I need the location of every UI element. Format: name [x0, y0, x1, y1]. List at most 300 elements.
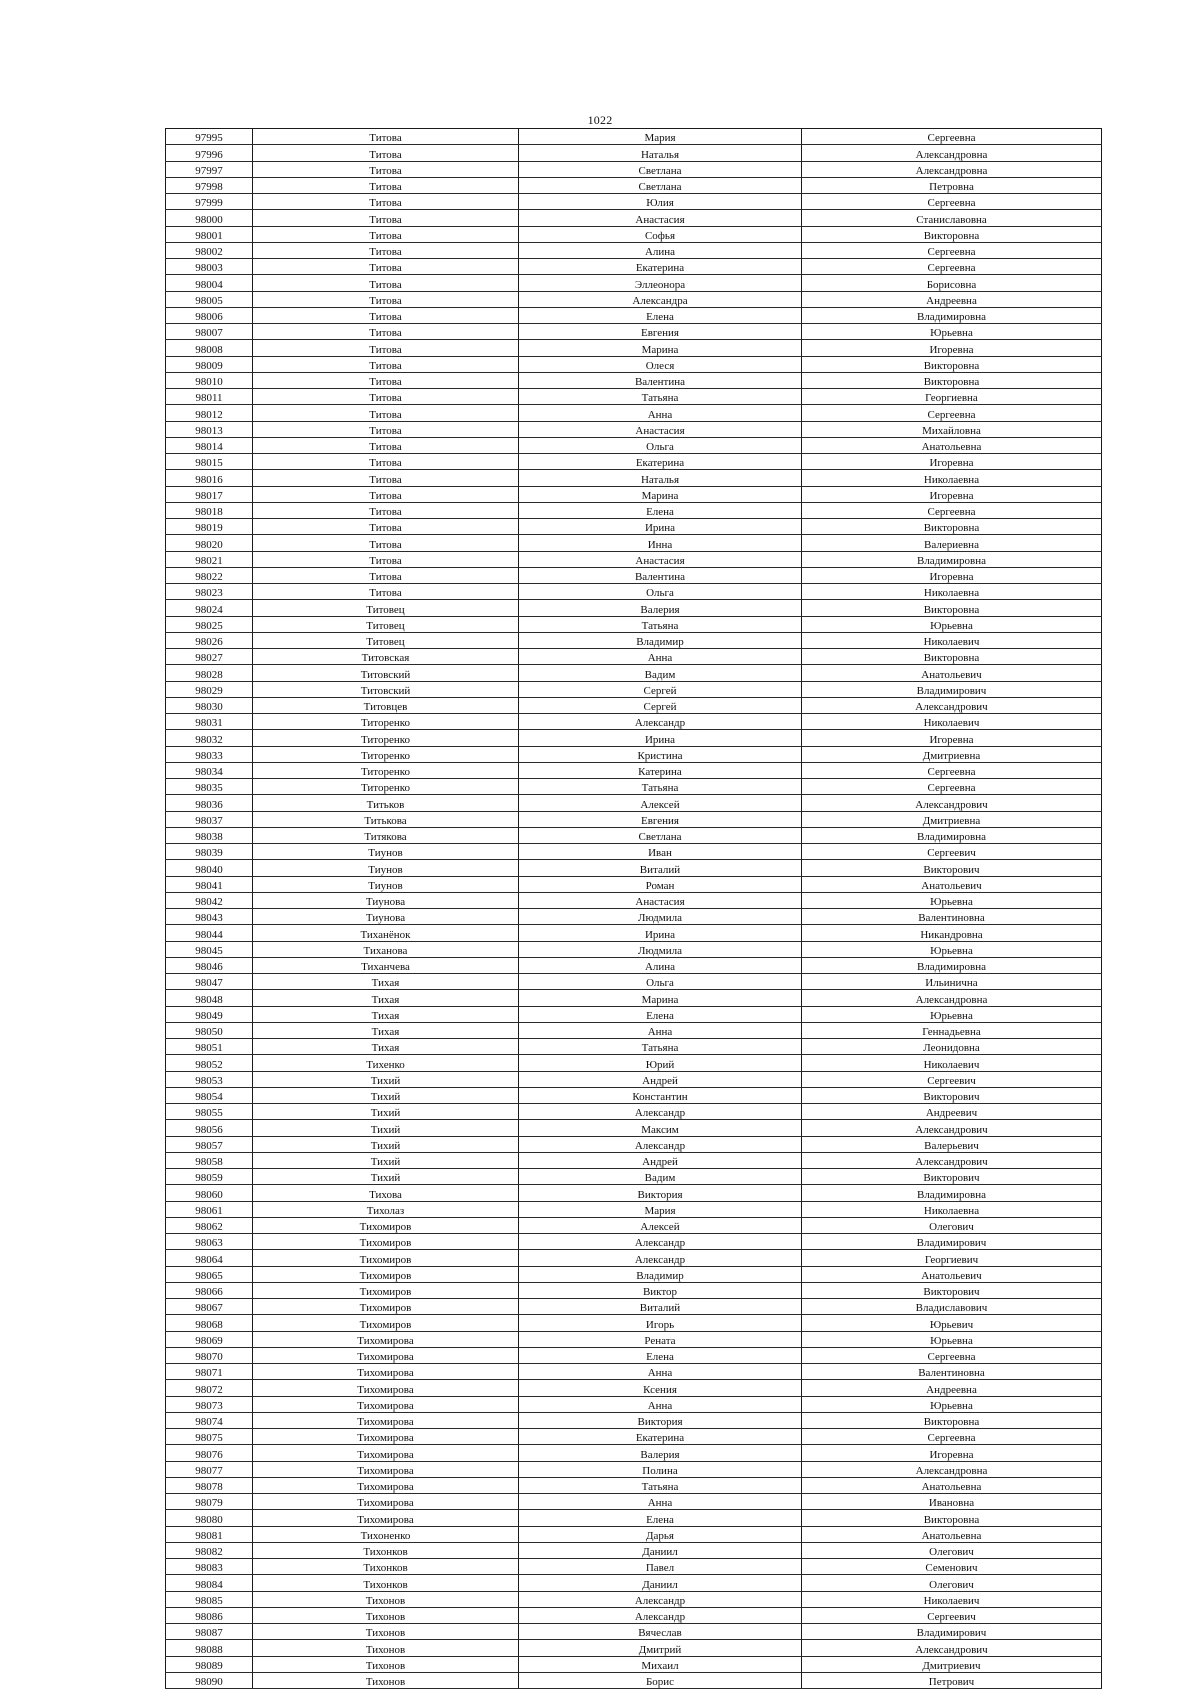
table-row: [166, 649, 1102, 665]
first-name-cell: Павел: [519, 1559, 802, 1575]
table-row: [166, 1607, 1102, 1623]
patronymic-cell: Николаевич: [802, 1591, 1102, 1607]
first-name-cell: Эллеонора: [519, 275, 802, 291]
record-number-cell: 98075: [166, 1429, 253, 1445]
first-name-cell: Полина: [519, 1461, 802, 1477]
table-row: [166, 470, 1102, 486]
first-name-cell: Юрий: [519, 1055, 802, 1071]
table-row: [166, 567, 1102, 583]
record-number-cell: 98032: [166, 730, 253, 746]
patronymic-cell: Александровна: [802, 1461, 1102, 1477]
table-row: [166, 1055, 1102, 1071]
record-number-cell: 98090: [166, 1672, 253, 1688]
patronymic-cell: Юрьевна: [802, 616, 1102, 632]
surname-cell: Тиунов: [253, 844, 519, 860]
table-row: [166, 876, 1102, 892]
table-row: [166, 1542, 1102, 1558]
table-row: [166, 551, 1102, 567]
surname-cell: Тихоненко: [253, 1526, 519, 1542]
first-name-cell: Ирина: [519, 730, 802, 746]
table-row: [166, 1022, 1102, 1038]
surname-cell: Тихий: [253, 1104, 519, 1120]
patronymic-cell: Валентиновна: [802, 1364, 1102, 1380]
first-name-cell: Евгения: [519, 324, 802, 340]
patronymic-cell: Валерьевич: [802, 1136, 1102, 1152]
patronymic-cell: Валериевна: [802, 535, 1102, 551]
record-number-cell: 98061: [166, 1201, 253, 1217]
first-name-cell: Роман: [519, 876, 802, 892]
patronymic-cell: Анатольевич: [802, 1266, 1102, 1282]
first-name-cell: Людмила: [519, 941, 802, 957]
first-name-cell: Татьяна: [519, 1039, 802, 1055]
patronymic-cell: Александрович: [802, 795, 1102, 811]
first-name-cell: Владимир: [519, 632, 802, 648]
surname-cell: Титовцев: [253, 697, 519, 713]
table-row: [166, 1494, 1102, 1510]
surname-cell: Тиунова: [253, 892, 519, 908]
surname-cell: Тихомиров: [253, 1234, 519, 1250]
first-name-cell: Елена: [519, 502, 802, 518]
patronymic-cell: Юрьевич: [802, 1315, 1102, 1331]
surname-cell: Тихий: [253, 1071, 519, 1087]
patronymic-cell: Игоревна: [802, 486, 1102, 502]
patronymic-cell: Викторович: [802, 1282, 1102, 1298]
record-number-cell: 98012: [166, 405, 253, 421]
table-row: [166, 1640, 1102, 1656]
first-name-cell: Виктор: [519, 1282, 802, 1298]
table-row: [166, 1120, 1102, 1136]
patronymic-cell: Юрьевна: [802, 1396, 1102, 1412]
surname-cell: Титякова: [253, 827, 519, 843]
table-row: [166, 356, 1102, 372]
first-name-cell: Екатерина: [519, 1429, 802, 1445]
table-row: [166, 616, 1102, 632]
first-name-cell: Татьяна: [519, 1477, 802, 1493]
patronymic-cell: Дмитриевна: [802, 746, 1102, 762]
table-row: [166, 307, 1102, 323]
page-number: 1022: [587, 113, 613, 127]
record-number-cell: 98045: [166, 941, 253, 957]
surname-cell: Титова: [253, 584, 519, 600]
table-row: [166, 584, 1102, 600]
record-number-cell: 98005: [166, 291, 253, 307]
first-name-cell: Александр: [519, 1591, 802, 1607]
table-row: [166, 1624, 1102, 1640]
record-number-cell: 98088: [166, 1640, 253, 1656]
record-number-cell: 98010: [166, 372, 253, 388]
surname-cell: Титовский: [253, 665, 519, 681]
first-name-cell: Алина: [519, 957, 802, 973]
surname-cell: Титовская: [253, 649, 519, 665]
table-row: [166, 1185, 1102, 1201]
patronymic-cell: Владимировна: [802, 307, 1102, 323]
record-number-cell: 98074: [166, 1412, 253, 1428]
table-row: [166, 421, 1102, 437]
table-row: [166, 974, 1102, 990]
table-row: [166, 779, 1102, 795]
first-name-cell: Наталья: [519, 145, 802, 161]
patronymic-cell: Андреевна: [802, 291, 1102, 307]
record-number-cell: 98084: [166, 1575, 253, 1591]
first-name-cell: Владимир: [519, 1266, 802, 1282]
table-row: [166, 1169, 1102, 1185]
first-name-cell: Анна: [519, 1364, 802, 1380]
first-name-cell: Катерина: [519, 762, 802, 778]
first-name-cell: Алина: [519, 242, 802, 258]
patronymic-cell: Викторовна: [802, 372, 1102, 388]
first-name-cell: Екатерина: [519, 259, 802, 275]
record-number-cell: 98023: [166, 584, 253, 600]
table-row: [166, 389, 1102, 405]
surname-cell: Тихомиров: [253, 1250, 519, 1266]
table-row: [166, 957, 1102, 973]
surname-cell: Титоренко: [253, 762, 519, 778]
surname-cell: Титоренко: [253, 779, 519, 795]
patronymic-cell: Георгиевич: [802, 1250, 1102, 1266]
first-name-cell: Борис: [519, 1672, 802, 1688]
record-number-cell: 98063: [166, 1234, 253, 1250]
first-name-cell: Михаил: [519, 1656, 802, 1672]
table-row: [166, 600, 1102, 616]
patronymic-cell: Александрович: [802, 1640, 1102, 1656]
table-row: [166, 145, 1102, 161]
patronymic-cell: Дмитриевна: [802, 811, 1102, 827]
first-name-cell: Татьяна: [519, 389, 802, 405]
first-name-cell: Екатерина: [519, 454, 802, 470]
patronymic-cell: Юрьевна: [802, 1331, 1102, 1347]
first-name-cell: Анна: [519, 405, 802, 421]
surname-cell: Тихий: [253, 1152, 519, 1168]
table-row: [166, 909, 1102, 925]
surname-cell: Титова: [253, 161, 519, 177]
patronymic-cell: Викторовна: [802, 1510, 1102, 1526]
record-number-cell: 98078: [166, 1477, 253, 1493]
table-row: [166, 730, 1102, 746]
patronymic-cell: Игоревна: [802, 1445, 1102, 1461]
patronymic-cell: Леонидовна: [802, 1039, 1102, 1055]
first-name-cell: Рената: [519, 1331, 802, 1347]
record-number-cell: 98073: [166, 1396, 253, 1412]
record-number-cell: 98043: [166, 909, 253, 925]
patronymic-cell: Викторовна: [802, 356, 1102, 372]
table-row: [166, 1477, 1102, 1493]
surname-cell: Титова: [253, 259, 519, 275]
first-name-cell: Олеся: [519, 356, 802, 372]
first-name-cell: Светлана: [519, 827, 802, 843]
record-number-cell: 98082: [166, 1542, 253, 1558]
first-name-cell: Виктория: [519, 1185, 802, 1201]
first-name-cell: Мария: [519, 1201, 802, 1217]
surname-cell: Титова: [253, 177, 519, 193]
surname-cell: Титова: [253, 242, 519, 258]
first-name-cell: Сергей: [519, 681, 802, 697]
record-number-cell: 98030: [166, 697, 253, 713]
patronymic-cell: Сергеевна: [802, 194, 1102, 210]
first-name-cell: Анастасия: [519, 210, 802, 226]
record-number-cell: 98035: [166, 779, 253, 795]
patronymic-cell: Игоревна: [802, 340, 1102, 356]
patronymic-cell: Юрьевна: [802, 892, 1102, 908]
surname-cell: Титоренко: [253, 730, 519, 746]
record-number-cell: 98027: [166, 649, 253, 665]
first-name-cell: Валентина: [519, 567, 802, 583]
patronymic-cell: Михайловна: [802, 421, 1102, 437]
patronymic-cell: Юрьевна: [802, 1006, 1102, 1022]
surname-cell: Титова: [253, 210, 519, 226]
first-name-cell: Вадим: [519, 665, 802, 681]
patronymic-cell: Александровна: [802, 161, 1102, 177]
record-number-cell: 98029: [166, 681, 253, 697]
patronymic-cell: Анатольевич: [802, 665, 1102, 681]
record-number-cell: 98041: [166, 876, 253, 892]
record-number-cell: 98049: [166, 1006, 253, 1022]
register-body: [166, 129, 1102, 1689]
patronymic-cell: Сергеевич: [802, 844, 1102, 860]
first-name-cell: Андрей: [519, 1152, 802, 1168]
first-name-cell: Валерия: [519, 600, 802, 616]
patronymic-cell: Викторовна: [802, 600, 1102, 616]
table-row: [166, 1201, 1102, 1217]
patronymic-cell: Александрович: [802, 697, 1102, 713]
patronymic-cell: Сергеевна: [802, 502, 1102, 518]
record-number-cell: 98062: [166, 1217, 253, 1233]
table-row: [166, 291, 1102, 307]
table-row: [166, 1526, 1102, 1542]
surname-cell: Тихая: [253, 974, 519, 990]
surname-cell: Тихова: [253, 1185, 519, 1201]
record-number-cell: 98055: [166, 1104, 253, 1120]
surname-cell: Титова: [253, 372, 519, 388]
table-row: [166, 925, 1102, 941]
record-number-cell: 98069: [166, 1331, 253, 1347]
table-row: [166, 1656, 1102, 1672]
first-name-cell: Максим: [519, 1120, 802, 1136]
record-number-cell: 98042: [166, 892, 253, 908]
record-number-cell: 98001: [166, 226, 253, 242]
record-number-cell: 98076: [166, 1445, 253, 1461]
surname-cell: Тихий: [253, 1087, 519, 1103]
first-name-cell: Вадим: [519, 1169, 802, 1185]
patronymic-cell: Николаевич: [802, 1055, 1102, 1071]
record-number-cell: 98013: [166, 421, 253, 437]
first-name-cell: Александр: [519, 1136, 802, 1152]
record-number-cell: 98016: [166, 470, 253, 486]
table-row: [166, 665, 1102, 681]
patronymic-cell: Викторовна: [802, 1412, 1102, 1428]
surname-cell: Титова: [253, 307, 519, 323]
table-row: [166, 161, 1102, 177]
record-number-cell: 98022: [166, 567, 253, 583]
record-number-cell: 98009: [166, 356, 253, 372]
first-name-cell: Елена: [519, 307, 802, 323]
table-row: [166, 811, 1102, 827]
record-number-cell: 98011: [166, 389, 253, 405]
table-row: [166, 1217, 1102, 1233]
patronymic-cell: Сергеевна: [802, 779, 1102, 795]
table-row: [166, 1672, 1102, 1688]
first-name-cell: Александр: [519, 714, 802, 730]
surname-cell: Тихонов: [253, 1624, 519, 1640]
surname-cell: Титова: [253, 421, 519, 437]
table-row: [166, 762, 1102, 778]
record-number-cell: 98008: [166, 340, 253, 356]
surname-cell: Титова: [253, 551, 519, 567]
record-number-cell: 98085: [166, 1591, 253, 1607]
patronymic-cell: Семенович: [802, 1559, 1102, 1575]
surname-cell: Тихомирова: [253, 1347, 519, 1363]
record-number-cell: 98044: [166, 925, 253, 941]
record-number-cell: 98040: [166, 860, 253, 876]
table-row: [166, 535, 1102, 551]
patronymic-cell: Александровна: [802, 145, 1102, 161]
first-name-cell: Валентина: [519, 372, 802, 388]
record-number-cell: 98050: [166, 1022, 253, 1038]
surname-cell: Титоренко: [253, 714, 519, 730]
record-number-cell: 98017: [166, 486, 253, 502]
patronymic-cell: Олегович: [802, 1217, 1102, 1233]
record-number-cell: 98064: [166, 1250, 253, 1266]
first-name-cell: Даниил: [519, 1542, 802, 1558]
surname-cell: Тиханова: [253, 941, 519, 957]
first-name-cell: Даниил: [519, 1575, 802, 1591]
patronymic-cell: Сергеевна: [802, 259, 1102, 275]
table-row: [166, 1331, 1102, 1347]
first-name-cell: Александр: [519, 1250, 802, 1266]
table-row: [166, 486, 1102, 502]
surname-cell: Титова: [253, 389, 519, 405]
surname-cell: Тихомирова: [253, 1477, 519, 1493]
record-number-cell: 98080: [166, 1510, 253, 1526]
patronymic-cell: Викторович: [802, 1087, 1102, 1103]
table-row: [166, 324, 1102, 340]
table-row: [166, 502, 1102, 518]
first-name-cell: Вячеслав: [519, 1624, 802, 1640]
patronymic-cell: Анатольевна: [802, 1526, 1102, 1542]
surname-cell: Тихомирова: [253, 1364, 519, 1380]
first-name-cell: Мария: [519, 129, 802, 145]
first-name-cell: Марина: [519, 486, 802, 502]
table-row: [166, 1445, 1102, 1461]
first-name-cell: Ольга: [519, 974, 802, 990]
surname-cell: Тихомирова: [253, 1331, 519, 1347]
patronymic-cell: Николаевич: [802, 714, 1102, 730]
table-row: [166, 372, 1102, 388]
record-number-cell: 98018: [166, 502, 253, 518]
surname-cell: Тихонов: [253, 1591, 519, 1607]
patronymic-cell: Дмитриевич: [802, 1656, 1102, 1672]
surname-cell: Тиунов: [253, 860, 519, 876]
table-row: [166, 1282, 1102, 1298]
record-number-cell: 98046: [166, 957, 253, 973]
first-name-cell: Виталий: [519, 860, 802, 876]
first-name-cell: Сергей: [519, 697, 802, 713]
table-row: [166, 1429, 1102, 1445]
surname-cell: Тихомирова: [253, 1494, 519, 1510]
first-name-cell: Наталья: [519, 470, 802, 486]
surname-cell: Титова: [253, 340, 519, 356]
first-name-cell: Алексей: [519, 795, 802, 811]
surname-cell: Тихомирова: [253, 1510, 519, 1526]
surname-cell: Титовец: [253, 632, 519, 648]
surname-cell: Тихенко: [253, 1055, 519, 1071]
surname-cell: Титовец: [253, 600, 519, 616]
table-row: [166, 1104, 1102, 1120]
patronymic-cell: Владимировна: [802, 1185, 1102, 1201]
record-number-cell: 98039: [166, 844, 253, 860]
surname-cell: Тихонков: [253, 1575, 519, 1591]
table-row: [166, 1347, 1102, 1363]
patronymic-cell: Сергеевна: [802, 242, 1102, 258]
table-row: [166, 454, 1102, 470]
record-number-cell: 98071: [166, 1364, 253, 1380]
first-name-cell: Елена: [519, 1347, 802, 1363]
patronymic-cell: Анатольевна: [802, 1477, 1102, 1493]
patronymic-cell: Владиславович: [802, 1299, 1102, 1315]
record-number-cell: 98068: [166, 1315, 253, 1331]
surname-cell: Титовец: [253, 616, 519, 632]
surname-cell: Титова: [253, 129, 519, 145]
surname-cell: Титова: [253, 275, 519, 291]
surname-cell: Титькова: [253, 811, 519, 827]
patronymic-cell: Александровна: [802, 990, 1102, 1006]
record-number-cell: 98031: [166, 714, 253, 730]
record-number-cell: 98054: [166, 1087, 253, 1103]
table-row: [166, 210, 1102, 226]
patronymic-cell: Владимировна: [802, 957, 1102, 973]
table-row: [166, 1315, 1102, 1331]
surname-cell: Тихонков: [253, 1559, 519, 1575]
patronymic-cell: Андреевна: [802, 1380, 1102, 1396]
table-row: [166, 990, 1102, 1006]
patronymic-cell: Владимирович: [802, 681, 1102, 697]
first-name-cell: Анна: [519, 1494, 802, 1510]
record-number-cell: 98056: [166, 1120, 253, 1136]
surname-cell: Титова: [253, 454, 519, 470]
first-name-cell: Людмила: [519, 909, 802, 925]
first-name-cell: Ольга: [519, 437, 802, 453]
surname-cell: Титова: [253, 502, 519, 518]
patronymic-cell: Игоревна: [802, 730, 1102, 746]
table-row: [166, 1234, 1102, 1250]
first-name-cell: Дарья: [519, 1526, 802, 1542]
surname-cell: Тихомирова: [253, 1412, 519, 1428]
record-number-cell: 98058: [166, 1152, 253, 1168]
surname-cell: Титова: [253, 356, 519, 372]
surname-cell: Титова: [253, 226, 519, 242]
surname-cell: Титова: [253, 324, 519, 340]
first-name-cell: Светлана: [519, 177, 802, 193]
record-number-cell: 98048: [166, 990, 253, 1006]
record-number-cell: 98004: [166, 275, 253, 291]
patronymic-cell: Николаевна: [802, 584, 1102, 600]
surname-cell: Тиханёнок: [253, 925, 519, 941]
table-row: [166, 129, 1102, 145]
surname-cell: Тихая: [253, 990, 519, 1006]
table-row: [166, 259, 1102, 275]
surname-cell: Тихомиров: [253, 1315, 519, 1331]
surname-cell: Титова: [253, 535, 519, 551]
table-row: [166, 1364, 1102, 1380]
record-number-cell: 98033: [166, 746, 253, 762]
patronymic-cell: Николаевна: [802, 1201, 1102, 1217]
table-row: [166, 405, 1102, 421]
patronymic-cell: Валентиновна: [802, 909, 1102, 925]
patronymic-cell: Владимирович: [802, 1234, 1102, 1250]
table-row: [166, 177, 1102, 193]
first-name-cell: Анастасия: [519, 892, 802, 908]
patronymic-cell: Борисовна: [802, 275, 1102, 291]
first-name-cell: Иван: [519, 844, 802, 860]
